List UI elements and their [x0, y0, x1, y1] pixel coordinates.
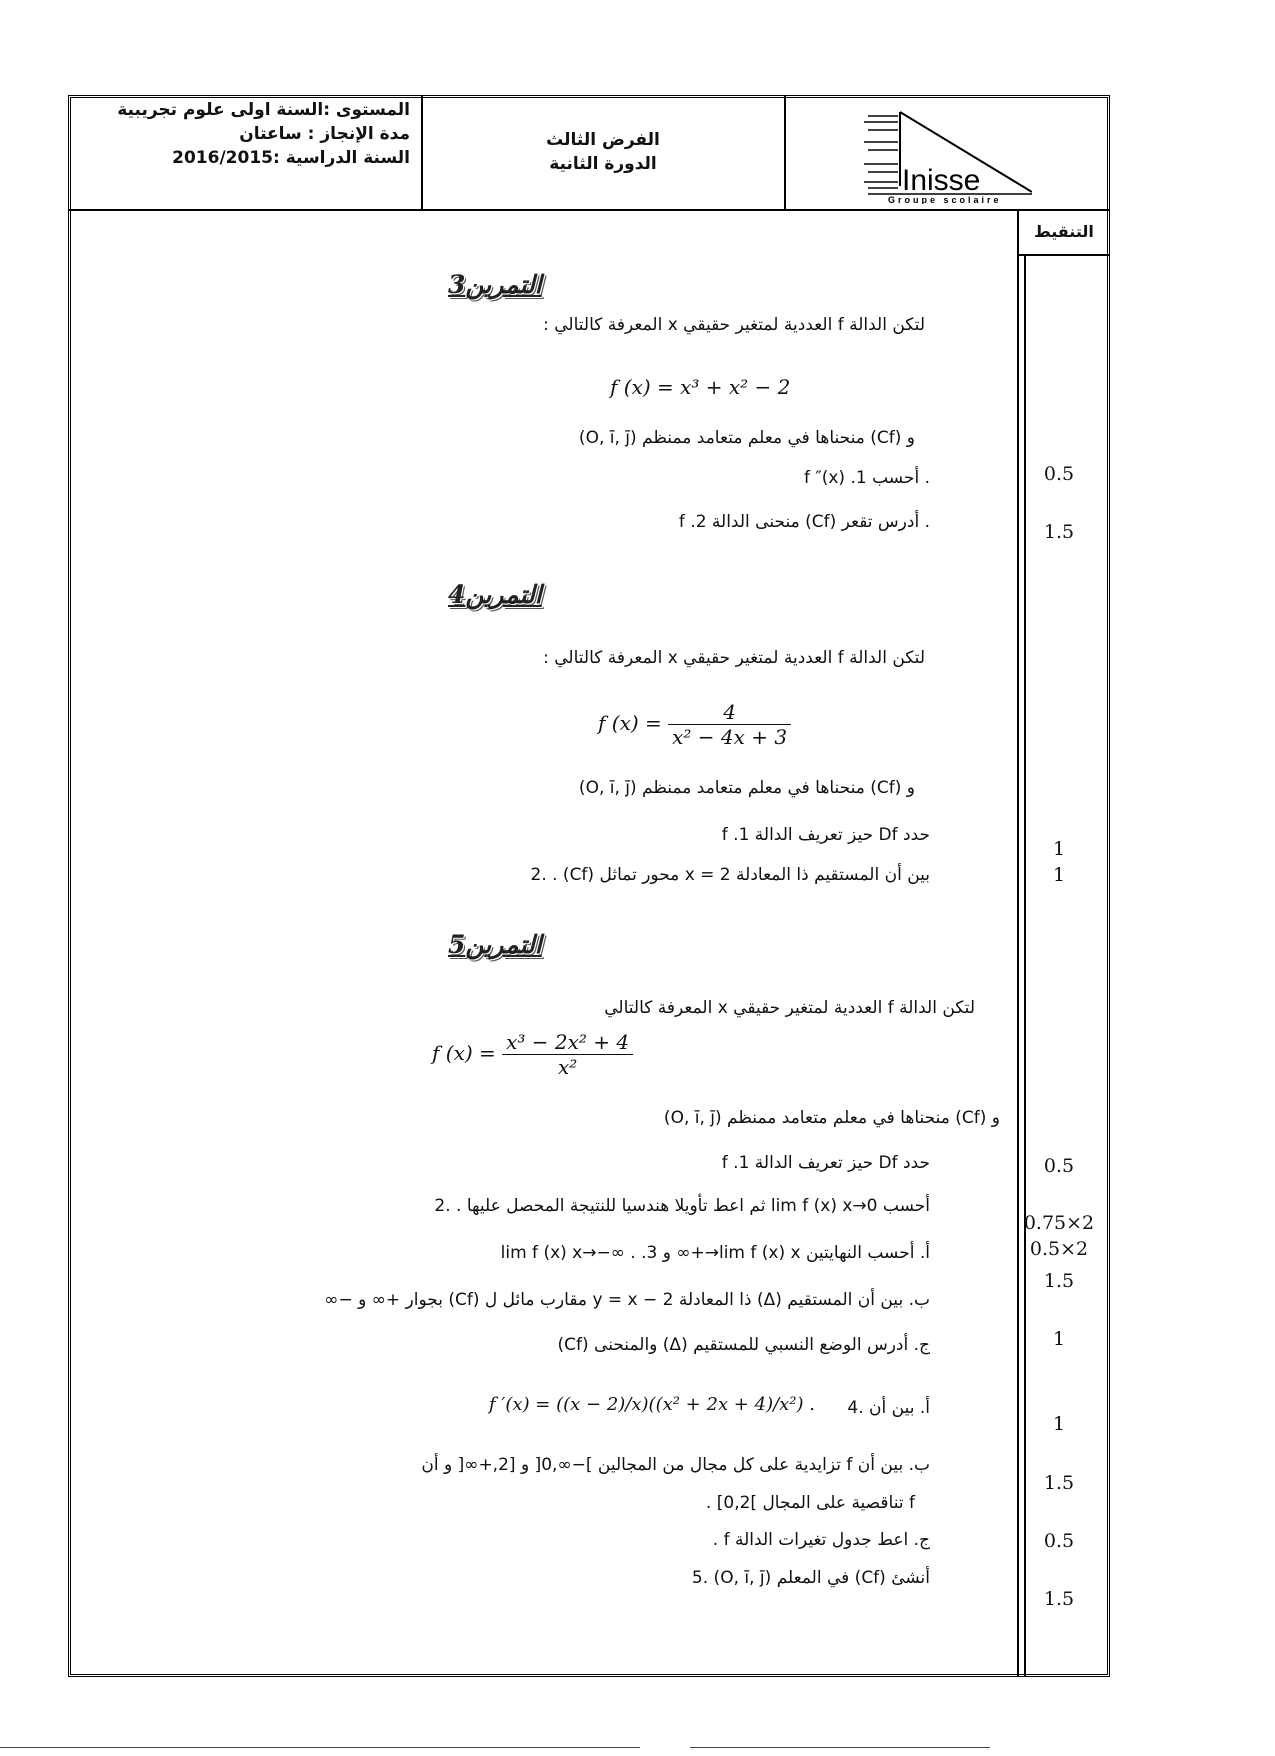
scoring-header: التنقيط	[1034, 222, 1094, 241]
score-ex5-q3a-1: 0.75×2	[1023, 1212, 1095, 1234]
exercise3-formula: f (x) = x³ + x² − 2	[610, 375, 791, 399]
logo-name: Inisse	[902, 164, 981, 197]
exercise5-q5: أنشئ (Cf) في المعلم (O, ī, j̄) .5	[691, 1568, 930, 1588]
exercise5-q4c: ج. اعط جدول تغيرات الدالة f .	[712, 1530, 930, 1550]
exercise4-curve: و (Cf) منحناها في معلم متعامد ممنظم (O, ī, j̄)	[578, 778, 915, 798]
exercise5-curve: و (Cf) منحناها في معلم متعامد ممنظم (O, ī, j̄)	[663, 1108, 1000, 1128]
exercise3-title: التمرين3	[448, 270, 542, 299]
semester-text: الدورة الثانية	[549, 154, 657, 174]
school-logo	[860, 106, 1032, 204]
exercise5-q2: أحسب lim f (x) x→0 ثم اعط تأويلا هندسيا للنتيجة المحصل عليها . .2	[434, 1196, 930, 1216]
score-ex5-q3c: 1	[1052, 1328, 1066, 1350]
test-name: الفرض الثالث	[546, 130, 660, 150]
exercise4-fraction	[668, 700, 791, 749]
score-ex5-q4a: 1	[1052, 1413, 1066, 1435]
exercise5-q4b-line2: f تناقصية على المجال ]0,2] .	[705, 1493, 915, 1513]
exercise5-q4a-formula: f ′(x) = ((x − 2)/x)((x² + 2x + 4)/x²) .	[488, 1394, 815, 1415]
exercise3-intro: لتكن الدالة f العددية لمتغير حقيقي x المعرفة كالتالي :	[543, 315, 925, 335]
score-ex4-q2: 1	[1052, 864, 1066, 886]
scan-line-left	[0, 1747, 640, 1748]
exercise5-numerator: x³ − 2x² + 4	[502, 1030, 633, 1055]
header-divider-2	[784, 95, 786, 211]
score-ex5-q4b: 1.5	[1043, 1472, 1075, 1494]
score-ex3-q1: 0.5	[1043, 463, 1075, 485]
exercise4-q2: بين أن المستقيم ذا المعادلة x = 2 محور تماثل (Cf) . .2	[530, 865, 930, 885]
header-info	[80, 98, 410, 170]
header-bottom-border	[68, 209, 1110, 211]
score-ex5-q3a-2: 0.5×2	[1029, 1238, 1089, 1260]
logo-graphic	[860, 106, 1032, 204]
school-year-text: السنة الدراسية :2016/2015	[172, 148, 410, 168]
exercise5-denominator: x²	[557, 1055, 578, 1079]
exercise5-fraction	[502, 1030, 633, 1079]
score-ex4-q1: 1	[1052, 838, 1066, 860]
score-ex3-q2: 1.5	[1043, 521, 1075, 543]
header-title	[423, 128, 783, 176]
exercise4-numerator: 4	[668, 700, 791, 725]
exercise4-denominator: x² − 4x + 3	[672, 725, 788, 749]
level-text: المستوى :السنة اولى علوم تجريبية	[117, 100, 410, 120]
exercise5-intro: لتكن الدالة f العددية لمتغير حقيقي x المعرفة كالتالي	[604, 998, 975, 1018]
exercise3-curve: و (Cf) منحناها في معلم متعامد ممنظم (O, ī, j̄)	[578, 428, 915, 448]
exercise5-q3a: أ. أحسب النهايتين lim f (x) x→+∞ و lim f (x) x→−∞ . .3	[500, 1243, 930, 1263]
exercise4-formula	[598, 700, 791, 749]
exercise4-q1: حدد Df حيز تعريف الدالة f .1	[721, 825, 930, 845]
exercise4-f-lhs: f (x) =	[598, 711, 662, 735]
exercise3-q2: . أدرس تقعر (Cf) منحنى الدالة f .2	[678, 512, 930, 532]
score-ex5-q1: 0.5	[1043, 1155, 1075, 1177]
score-ex5-q3b: 1.5	[1043, 1270, 1075, 1292]
exercise5-q3c: ج. أدرس الوضع النسبي للمستقيم (Δ) والمنحنى (Cf)	[557, 1335, 930, 1355]
exercise4-intro: لتكن الدالة f العددية لمتغير حقيقي x المعرفة كالتالي :	[543, 648, 925, 668]
exercise5-formula	[432, 1030, 633, 1079]
score-ex5-q5: 1.5	[1043, 1588, 1075, 1610]
score-ex5-q4c: 0.5	[1043, 1530, 1075, 1552]
scan-line-right	[690, 1747, 990, 1748]
exercise5-q1: حدد Df حيز تعريف الدالة f .1	[721, 1153, 930, 1173]
exercise4-title: التمرين4	[448, 580, 542, 609]
exercise5-f-lhs: f (x) =	[432, 1041, 496, 1065]
exercise5-q4a-prefix: أ. بين أن .4	[847, 1398, 930, 1418]
exercise5-q3b: ب. بين أن المستقيم (Δ) ذا المعادلة y = x − 2 مقارب مائل ل (Cf) بجوار +∞ و −∞	[324, 1290, 930, 1310]
score-column-border-left	[1017, 209, 1019, 1677]
score-header-border	[1017, 254, 1110, 256]
duration-text: مدة الإنجاز : ساعتان	[239, 124, 410, 144]
exercise5-q4b-line1: ب. بين أن f تزايدية على كل مجال من المجالين ]−∞,0[ و [2,+∞[ و أن	[421, 1455, 930, 1475]
exercise3-q1: . أحسب f ″(x) .1	[804, 468, 930, 488]
exercise5-title: التمرين5	[448, 930, 542, 959]
logo-subtitle: Groupe scolaire	[888, 195, 1002, 204]
